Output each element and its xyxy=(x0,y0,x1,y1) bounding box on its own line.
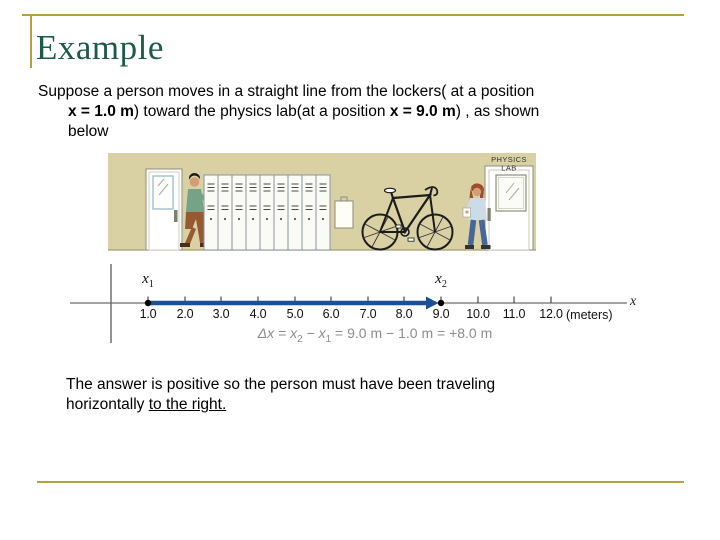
slide-title: Example xyxy=(36,28,164,67)
lab-door-handle xyxy=(488,208,491,221)
left-door-handle xyxy=(174,210,178,222)
intro-line-1: Suppose a person moves in a straight line from the lockers( at a position xyxy=(38,83,535,100)
tick-label: 4.0 xyxy=(249,307,267,321)
position-number-line-figure xyxy=(60,262,700,354)
tick-label: 7.0 xyxy=(359,307,377,321)
physics-lab-door xyxy=(485,163,533,250)
top-accent-line xyxy=(22,14,684,16)
tick-label: 2.0 xyxy=(176,307,194,321)
intro-paragraph xyxy=(38,82,539,142)
tick-label: 12.0 xyxy=(539,307,563,321)
tick-label: 6.0 xyxy=(322,307,340,321)
bottom-accent-line xyxy=(37,481,684,483)
position-x2-text: x = 9.0 m xyxy=(389,103,456,120)
answer-line-2: horizontally to the right. xyxy=(66,396,227,413)
tick-label: 5.0 xyxy=(286,307,304,321)
left-accent-line xyxy=(30,14,32,68)
left-door xyxy=(146,169,182,250)
x2-point xyxy=(438,300,444,306)
axis-units-label: (meters) xyxy=(566,308,613,322)
x1-label: $x_1$ xyxy=(142,271,154,290)
tick-label: 8.0 xyxy=(395,307,413,321)
tick-label: 3.0 xyxy=(212,307,230,321)
position-x1-text: x = 1.0 m xyxy=(68,103,134,120)
lockers xyxy=(204,175,330,250)
bicycle-saddle xyxy=(385,188,396,192)
left-door-window xyxy=(153,176,173,209)
tick-label: 9.0 xyxy=(432,307,450,321)
tick-label: 1.0 xyxy=(139,307,157,321)
displacement-equation: $\Delta x = x_2 - x_1 = 9.0$ m − 1.0 m = +8.0 m xyxy=(257,325,493,345)
to-the-right-underlined: to the right. xyxy=(148,396,227,413)
x2-label: $x_2$ xyxy=(435,271,447,290)
wall-poster xyxy=(335,197,353,228)
answer-line-1: The answer is positive so the person must have been traveling xyxy=(66,376,496,393)
x1-point xyxy=(145,300,151,306)
hallway-illustration xyxy=(108,153,536,265)
tick-label: 10.0 xyxy=(466,307,490,321)
lab-door-window xyxy=(496,175,526,211)
intro-line-2: x = 1.0 m) toward the physics lab(at a position x = 9.0 m) , as shown xyxy=(68,103,540,120)
sign-line-physics: PHYSICS xyxy=(491,155,527,164)
answer-paragraph xyxy=(66,375,495,415)
intro-line-3: below xyxy=(68,123,109,140)
x-axis-label: x xyxy=(630,294,637,309)
sign-line-lab: LAB xyxy=(501,163,517,173)
tick-label: 11.0 xyxy=(502,307,526,321)
